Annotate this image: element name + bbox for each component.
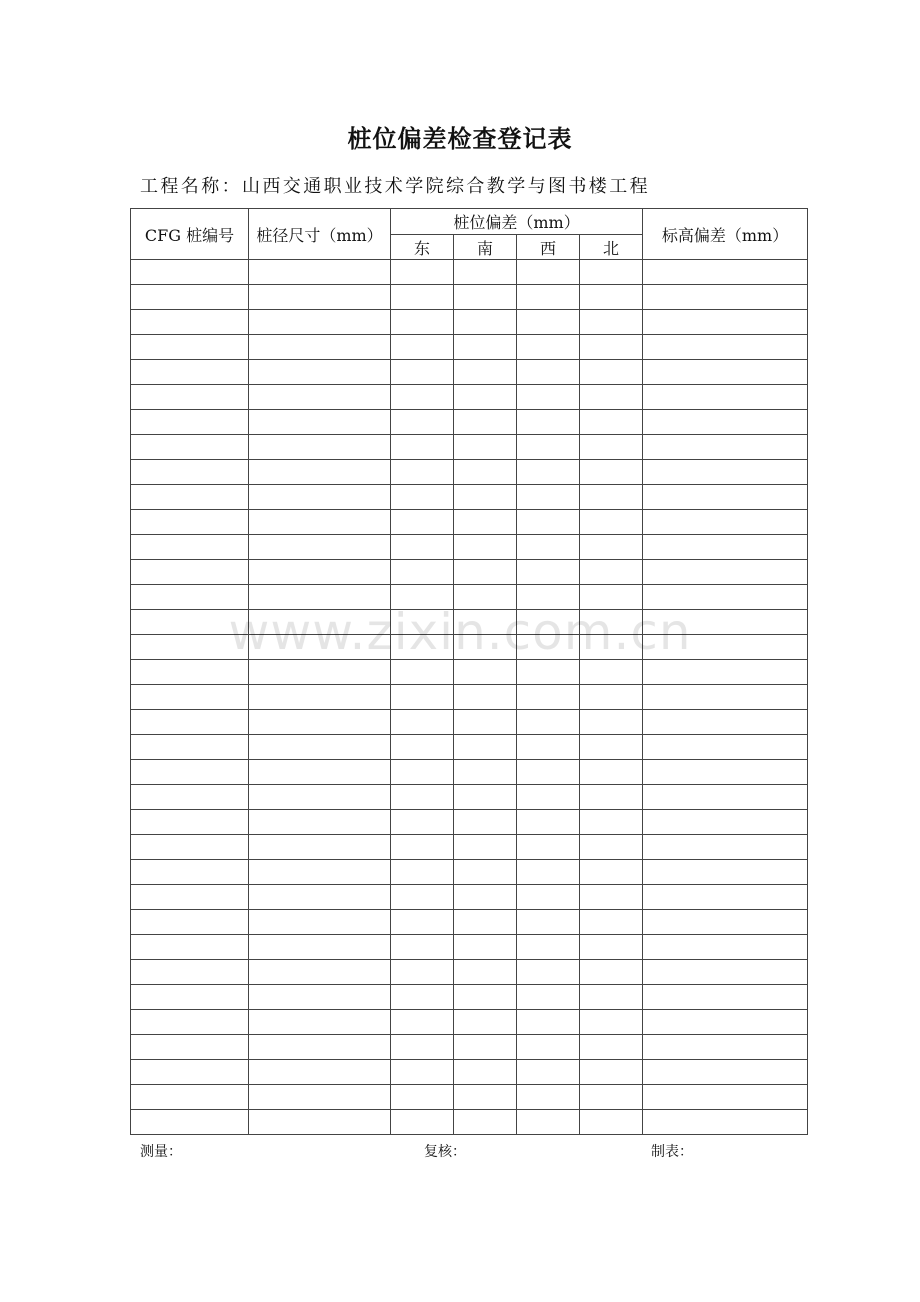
table-cell — [517, 1010, 580, 1035]
table-cell — [249, 785, 391, 810]
table-cell — [454, 985, 517, 1010]
table-cell — [391, 610, 454, 635]
table-cell — [517, 535, 580, 560]
header-elevation-deviation: 标高偏差（mm） — [643, 209, 808, 260]
table-cell — [131, 285, 249, 310]
table-row — [131, 935, 808, 960]
table-cell — [643, 260, 808, 285]
table-row — [131, 1085, 808, 1110]
table-cell — [249, 260, 391, 285]
table-cell — [580, 860, 643, 885]
table-cell — [517, 410, 580, 435]
table-cell — [580, 660, 643, 685]
table-cell — [454, 810, 517, 835]
table-cell — [391, 1110, 454, 1135]
table-cell — [517, 960, 580, 985]
table-cell — [454, 860, 517, 885]
table-cell — [517, 485, 580, 510]
table-cell — [131, 660, 249, 685]
table-cell — [249, 710, 391, 735]
table-cell — [643, 685, 808, 710]
table-cell — [131, 785, 249, 810]
table-cell — [643, 760, 808, 785]
table-cell — [131, 985, 249, 1010]
table-cell — [391, 410, 454, 435]
table-cell — [391, 585, 454, 610]
table-cell — [517, 285, 580, 310]
table-cell — [391, 1085, 454, 1110]
table-cell — [249, 1010, 391, 1035]
table-cell — [249, 1085, 391, 1110]
table-cell — [131, 560, 249, 585]
table-cell — [454, 910, 517, 935]
table-cell — [643, 710, 808, 735]
table-cell — [391, 735, 454, 760]
table-cell — [517, 735, 580, 760]
table-row — [131, 810, 808, 835]
table-row — [131, 710, 808, 735]
table-cell — [391, 510, 454, 535]
table-cell — [391, 760, 454, 785]
table-cell — [454, 410, 517, 435]
table-row — [131, 635, 808, 660]
table-cell — [131, 810, 249, 835]
table-cell — [249, 410, 391, 435]
header-position-deviation: 桩位偏差（mm） — [391, 209, 643, 235]
table-cell — [391, 260, 454, 285]
table-row — [131, 735, 808, 760]
table-cell — [131, 610, 249, 635]
table-cell — [580, 735, 643, 760]
table-cell — [249, 935, 391, 960]
table-cell — [391, 485, 454, 510]
document-title: 桩位偏差检查登记表 — [347, 125, 573, 153]
table-cell — [454, 735, 517, 760]
table-cell — [131, 635, 249, 660]
table-cell — [643, 810, 808, 835]
table-cell — [517, 1035, 580, 1060]
table-cell — [131, 1110, 249, 1135]
table-cell — [580, 760, 643, 785]
table-cell — [580, 360, 643, 385]
table-cell — [580, 585, 643, 610]
table-cell — [454, 660, 517, 685]
table-cell — [454, 435, 517, 460]
table-cell — [580, 310, 643, 335]
table-cell — [391, 435, 454, 460]
table-cell — [131, 1085, 249, 1110]
table-cell — [391, 910, 454, 935]
table-cell — [249, 910, 391, 935]
table-cell — [131, 1035, 249, 1060]
table-body — [131, 260, 808, 1135]
table-row — [131, 560, 808, 585]
table-cell — [517, 560, 580, 585]
table-cell — [249, 960, 391, 985]
table-cell — [643, 510, 808, 535]
table-row — [131, 1110, 808, 1135]
table-cell — [249, 685, 391, 710]
table-cell — [580, 1035, 643, 1060]
table-cell — [580, 435, 643, 460]
table-cell — [643, 785, 808, 810]
table-cell — [131, 460, 249, 485]
table-cell — [391, 635, 454, 660]
table-cell — [454, 385, 517, 410]
table-cell — [643, 1110, 808, 1135]
table-row — [131, 310, 808, 335]
table-row — [131, 410, 808, 435]
table-cell — [391, 335, 454, 360]
table-row — [131, 285, 808, 310]
table-cell — [391, 1010, 454, 1035]
table-cell — [517, 335, 580, 360]
table-row — [131, 1035, 808, 1060]
table-cell — [249, 885, 391, 910]
table-cell — [517, 785, 580, 810]
table-cell — [643, 960, 808, 985]
table-cell — [131, 710, 249, 735]
table-cell — [391, 535, 454, 560]
table-cell — [454, 1085, 517, 1110]
table-cell — [391, 460, 454, 485]
table-cell — [249, 310, 391, 335]
table-cell — [643, 360, 808, 385]
header-direction-north: 北 — [580, 235, 643, 260]
table-cell — [249, 285, 391, 310]
table-cell — [454, 510, 517, 535]
table-row — [131, 1010, 808, 1035]
table-cell — [391, 1035, 454, 1060]
table-row — [131, 785, 808, 810]
table-cell — [517, 835, 580, 860]
table-cell — [643, 535, 808, 560]
table-cell — [643, 610, 808, 635]
table-cell — [580, 535, 643, 560]
table-cell — [391, 785, 454, 810]
table-cell — [249, 660, 391, 685]
table-cell — [643, 310, 808, 335]
table-cell — [249, 610, 391, 635]
table-cell — [131, 435, 249, 460]
table-cell — [249, 735, 391, 760]
table-cell — [131, 1010, 249, 1035]
table-cell — [249, 585, 391, 610]
table-cell — [643, 460, 808, 485]
table-cell — [454, 610, 517, 635]
table-cell — [643, 635, 808, 660]
pile-deviation-table — [130, 208, 808, 1135]
table-cell — [131, 885, 249, 910]
table-cell — [643, 985, 808, 1010]
table-row — [131, 860, 808, 885]
table-cell — [131, 835, 249, 860]
table-cell — [580, 635, 643, 660]
header-direction-south: 南 — [454, 235, 517, 260]
table-cell — [643, 910, 808, 935]
table-cell — [580, 710, 643, 735]
table-cell — [517, 860, 580, 885]
table-row — [131, 435, 808, 460]
table-cell — [249, 1110, 391, 1135]
table-cell — [454, 460, 517, 485]
table-cell — [517, 985, 580, 1010]
table-cell — [391, 1060, 454, 1085]
table-row — [131, 385, 808, 410]
table-cell — [580, 835, 643, 860]
table-cell — [580, 1110, 643, 1135]
table-cell — [454, 1035, 517, 1060]
table-cell — [131, 960, 249, 985]
table-cell — [517, 585, 580, 610]
table-cell — [249, 560, 391, 585]
watermark: www.zixin.com.cn — [228, 603, 692, 661]
header-pile-id: CFG 桩编号 — [131, 209, 249, 260]
table-cell — [391, 985, 454, 1010]
table-row — [131, 910, 808, 935]
table-cell — [454, 485, 517, 510]
table-cell — [517, 685, 580, 710]
table-cell — [580, 935, 643, 960]
table-cell — [580, 460, 643, 485]
table-cell — [643, 835, 808, 860]
table-cell — [454, 285, 517, 310]
table-row — [131, 885, 808, 910]
table-row — [131, 1060, 808, 1085]
table-cell — [249, 810, 391, 835]
table-cell — [517, 910, 580, 935]
table-cell — [580, 335, 643, 360]
table-cell — [454, 1110, 517, 1135]
table-cell — [517, 710, 580, 735]
table-cell — [580, 885, 643, 910]
table-cell — [391, 360, 454, 385]
table-cell — [454, 960, 517, 985]
table-cell — [643, 935, 808, 960]
table-row — [131, 610, 808, 635]
table-cell — [643, 660, 808, 685]
table-cell — [643, 735, 808, 760]
table-cell — [249, 435, 391, 460]
table-row — [131, 360, 808, 385]
table-cell — [454, 885, 517, 910]
table-cell — [131, 760, 249, 785]
table-cell — [517, 885, 580, 910]
table-cell — [249, 460, 391, 485]
table-cell — [249, 635, 391, 660]
table-row — [131, 460, 808, 485]
table-cell — [643, 1035, 808, 1060]
table-cell — [454, 710, 517, 735]
table-cell — [517, 935, 580, 960]
table-row — [131, 985, 808, 1010]
table-cell — [517, 360, 580, 385]
table-cell — [454, 560, 517, 585]
table-cell — [643, 885, 808, 910]
table-cell — [391, 385, 454, 410]
table-row — [131, 685, 808, 710]
table-cell — [580, 485, 643, 510]
table-cell — [580, 910, 643, 935]
table-cell — [580, 385, 643, 410]
table-cell — [580, 1060, 643, 1085]
table-cell — [454, 260, 517, 285]
table-cell — [580, 685, 643, 710]
table-cell — [454, 835, 517, 860]
table-cell — [249, 860, 391, 885]
table-cell — [454, 685, 517, 710]
table-cell — [580, 785, 643, 810]
table-cell — [391, 960, 454, 985]
table-cell — [249, 360, 391, 385]
table-row — [131, 760, 808, 785]
table-cell — [517, 260, 580, 285]
table-cell — [454, 310, 517, 335]
table-cell — [643, 410, 808, 435]
table-cell — [517, 510, 580, 535]
table-cell — [643, 335, 808, 360]
header-direction-west: 西 — [517, 235, 580, 260]
table-cell — [580, 560, 643, 585]
table-cell — [391, 835, 454, 860]
table-cell — [580, 985, 643, 1010]
table-cell — [454, 760, 517, 785]
table-cell — [454, 335, 517, 360]
table-cell — [391, 710, 454, 735]
table-cell — [249, 1035, 391, 1060]
table-cell — [131, 585, 249, 610]
table-cell — [454, 635, 517, 660]
table-cell — [580, 810, 643, 835]
table-cell — [580, 260, 643, 285]
table-cell — [643, 285, 808, 310]
table-cell — [391, 310, 454, 335]
table-cell — [131, 735, 249, 760]
table-cell — [580, 610, 643, 635]
table-cell — [249, 510, 391, 535]
table-cell — [131, 935, 249, 960]
table-cell — [249, 760, 391, 785]
table-row — [131, 960, 808, 985]
table-cell — [131, 910, 249, 935]
table-cell — [517, 310, 580, 335]
table-cell — [517, 660, 580, 685]
table-cell — [391, 685, 454, 710]
table-cell — [454, 360, 517, 385]
table-cell — [391, 860, 454, 885]
table-cell — [643, 1060, 808, 1085]
table-cell — [249, 335, 391, 360]
table-cell — [131, 260, 249, 285]
project-name: 工程名称：山西交通职业技术学院综合教学与图书楼工程 — [140, 176, 650, 197]
table-cell — [580, 510, 643, 535]
table-cell — [131, 535, 249, 560]
table-cell — [131, 310, 249, 335]
table-row — [131, 835, 808, 860]
table-row — [131, 510, 808, 535]
measure-signature-label: 测量： — [140, 1144, 182, 1160]
table-cell — [249, 385, 391, 410]
table-cell — [454, 785, 517, 810]
table-cell — [643, 385, 808, 410]
table-row — [131, 585, 808, 610]
table-cell — [249, 1060, 391, 1085]
review-signature-label: 复核： — [424, 1144, 466, 1160]
table-cell — [517, 635, 580, 660]
table-cell — [454, 1010, 517, 1035]
table-cell — [580, 285, 643, 310]
table-cell — [131, 510, 249, 535]
table-row — [131, 335, 808, 360]
table-cell — [131, 860, 249, 885]
table-cell — [517, 1110, 580, 1135]
table-row — [131, 535, 808, 560]
table-row — [131, 660, 808, 685]
table-cell — [131, 360, 249, 385]
table-cell — [517, 760, 580, 785]
table-cell — [391, 560, 454, 585]
table-cell — [517, 460, 580, 485]
table-cell — [517, 1060, 580, 1085]
table-cell — [391, 885, 454, 910]
table-cell — [131, 410, 249, 435]
table-cell — [454, 585, 517, 610]
table-cell — [643, 1085, 808, 1110]
table-cell — [517, 610, 580, 635]
table-cell — [131, 685, 249, 710]
table-cell — [643, 860, 808, 885]
table-cell — [454, 935, 517, 960]
table-cell — [643, 560, 808, 585]
table-cell — [131, 335, 249, 360]
table-cell — [580, 1010, 643, 1035]
table-cell — [580, 960, 643, 985]
table-cell — [131, 1060, 249, 1085]
table-cell — [249, 985, 391, 1010]
table-cell — [131, 485, 249, 510]
table-cell — [131, 385, 249, 410]
table-cell — [517, 810, 580, 835]
table-cell — [391, 810, 454, 835]
table-cell — [580, 410, 643, 435]
table-cell — [391, 935, 454, 960]
table-cell — [643, 585, 808, 610]
prepare-signature-label: 制表： — [651, 1144, 693, 1160]
table-cell — [454, 1060, 517, 1085]
header-direction-east: 东 — [391, 235, 454, 260]
table-cell — [580, 1085, 643, 1110]
table-cell — [517, 385, 580, 410]
table-cell — [517, 1085, 580, 1110]
table-cell — [249, 835, 391, 860]
table-cell — [249, 535, 391, 560]
table-cell — [454, 535, 517, 560]
table-row — [131, 485, 808, 510]
table-cell — [643, 485, 808, 510]
table-cell — [391, 285, 454, 310]
header-pile-diameter: 桩径尺寸（mm） — [249, 209, 391, 260]
table-cell — [249, 485, 391, 510]
table-cell — [643, 435, 808, 460]
table-cell — [391, 660, 454, 685]
table-cell — [517, 435, 580, 460]
table-cell — [643, 1010, 808, 1035]
table-row — [131, 260, 808, 285]
